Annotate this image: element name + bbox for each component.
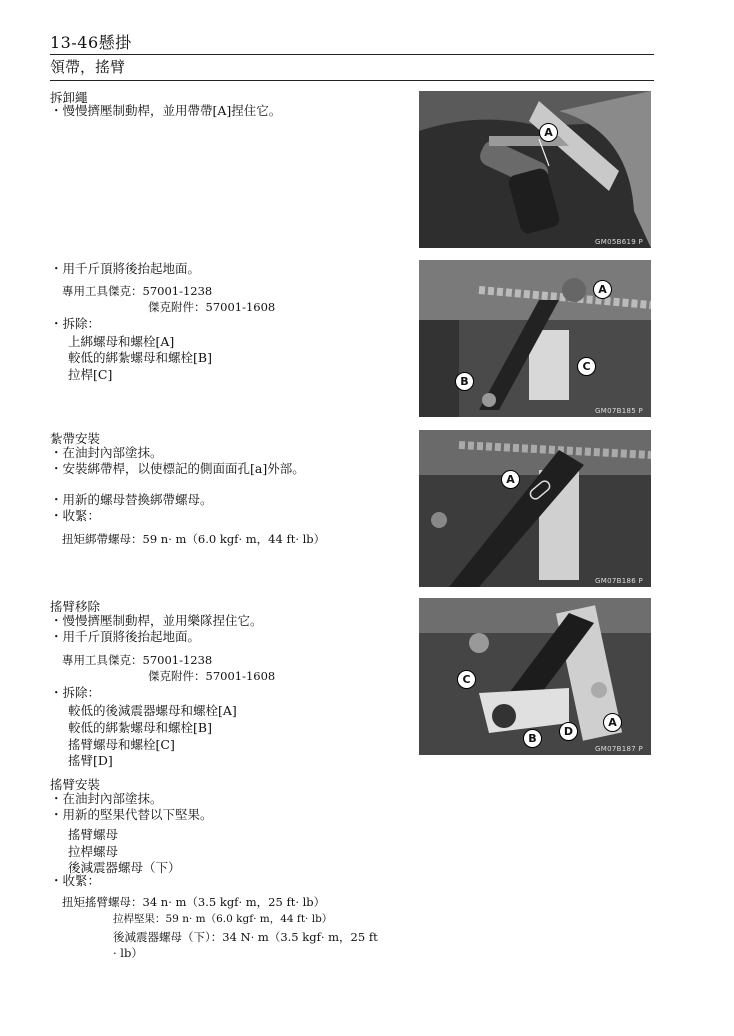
block2-tool2: 傑克附件：57001-1608 (148, 300, 276, 314)
block5-torque1: 扭矩搖臂螺母：34 n· m（3.5 kgf· m，25 ft· lb） (62, 895, 326, 909)
photo-code: GM07B187 P (595, 745, 643, 753)
callout-b: B (455, 372, 474, 391)
callout-a: A (593, 280, 612, 299)
block3-torque: 扭矩綁帶螺母：59 n· m（6.0 kgf· m，44 ft· lb） (62, 532, 326, 546)
callout-b: B (523, 729, 542, 748)
block4-tool2: 傑克附件：57001-1608 (148, 669, 276, 683)
block1-title: 拆卸繩 (50, 90, 88, 105)
callout-c: C (577, 357, 596, 376)
block1-step1: ・慢慢擠壓制動桿，並用帶帶[A]捏住它。 (50, 103, 282, 118)
block5-torque3b: · lb） (113, 946, 143, 960)
block2-item3: 拉桿[C] (68, 367, 113, 382)
page-header: 13-46懸掛 (50, 33, 132, 52)
block4-step1: ・慢慢擠壓制動桿，並用樂隊捏住它。 (50, 613, 263, 628)
block4-step2: ・用千斤頂將後抬起地面。 (50, 629, 201, 644)
block3-step2: ・安裝綁帶桿，以使標記的側面面孔[a]外部。 (50, 461, 305, 476)
block4-title: 搖臂移除 (50, 599, 101, 614)
block4-tool1: 專用工具傑克：57001-1238 (62, 653, 213, 667)
block4-item1: 較低的後減震器螺母和螺栓[A] (68, 703, 237, 718)
photo-tie-rod-removal (419, 260, 651, 417)
block2-step1: ・用千斤頂將後抬起地面。 (50, 261, 201, 276)
block5-step2: ・用新的堅果代替以下堅果。 (50, 807, 213, 822)
block5-torque2: 拉桿堅果：59 n· m（6.0 kgf· m，44 ft· lb） (113, 913, 333, 925)
photo-code: GM07B186 P (595, 577, 643, 585)
section-rule (50, 80, 654, 81)
block3-step1: ・在油封內部塗抹。 (50, 445, 163, 460)
header-rule (50, 54, 654, 55)
block4-remove: ・拆除： (50, 685, 101, 700)
block5-step3: ・收緊： (50, 873, 101, 888)
block4-item4: 搖臂[D] (68, 753, 113, 768)
block5-title: 搖臂安裝 (50, 777, 101, 792)
block5-item2: 拉桿螺母 (68, 844, 119, 859)
photo-code: GM07B185 P (595, 407, 643, 415)
callout-c: C (457, 670, 476, 689)
photo-brake-lever (419, 91, 651, 248)
section-title: 領帶，搖臂 (50, 58, 126, 76)
block3-step3: ・用新的螺母替換綁帶螺母。 (50, 492, 213, 507)
block3-title: 紮帶安裝 (50, 431, 101, 446)
block4-item2: 較低的綁紮螺母和螺栓[B] (68, 720, 212, 735)
block5-item1: 搖臂螺母 (68, 827, 119, 842)
block5-torque3a: 後減震器螺母（下）：34 N· m（3.5 kgf· m，25 ft (113, 930, 378, 944)
block4-item3: 搖臂螺母和螺栓[C] (68, 737, 175, 752)
callout-d: D (559, 722, 578, 741)
photo-tie-rod-install (419, 430, 651, 587)
block5-step1: ・在油封內部塗抹。 (50, 791, 163, 806)
block2-item2: 較低的綁紮螺母和螺栓[B] (68, 350, 212, 365)
callout-a: A (603, 713, 622, 732)
callout-a: A (539, 123, 558, 142)
block5-item3: 後減震器螺母（下） (68, 860, 181, 875)
block3-step4: ・收緊： (50, 508, 101, 523)
block2-item1: 上綁螺母和螺栓[A] (68, 334, 175, 349)
block2-remove: ・拆除： (50, 316, 101, 331)
photo-code: GM05B619 P (595, 238, 643, 246)
callout-a: A (501, 470, 520, 489)
photo-swingarm-removal (419, 598, 651, 755)
block2-tool1: 專用工具傑克：57001-1238 (62, 284, 213, 298)
